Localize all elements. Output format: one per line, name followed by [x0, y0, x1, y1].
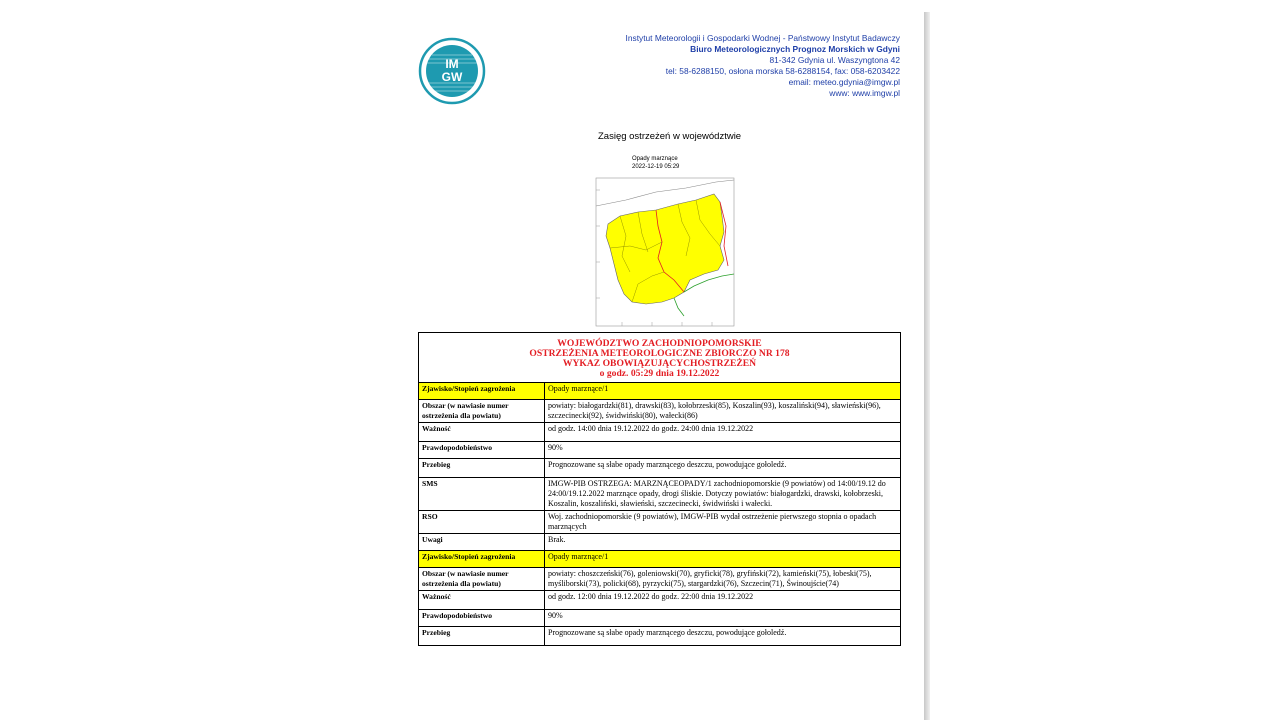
warning-map	[586, 176, 736, 334]
rso-label: RSO	[419, 511, 545, 534]
office-name: Biuro Meteorologicznych Prognoz Morskich w Gdyni	[690, 44, 900, 55]
svg-text:IM: IM	[445, 57, 459, 71]
course-label: Przebieg	[419, 627, 545, 646]
title-time: o godz. 05:29 dnia 19.12.2022	[599, 368, 720, 379]
warning-1-area-row	[419, 400, 901, 423]
course-value: Prognozowane są słabe opady marznącego deszczu, powodujące gołoledź.	[545, 627, 901, 646]
sms-label: SMS	[419, 478, 545, 511]
validity-label: Ważność	[419, 423, 545, 442]
area-label: Obszar (w nawiasie numer ostrzeżenia dla powiatu)	[419, 568, 545, 591]
probability-label: Prawdopodobieństwo	[419, 442, 545, 459]
warning-1-rso-row	[419, 511, 901, 534]
phenomenon-label: Zjawisko/Stopień zagrożenia	[419, 551, 545, 568]
warning-1-validity-row	[419, 423, 901, 442]
title-list: WYKAZ OBOWIĄZUJĄCYCHOSTRZEŻEŃ	[562, 358, 757, 369]
email[interactable]: email: meteo.gdynia@imgw.pl	[788, 77, 900, 88]
website[interactable]: www: www.imgw.pl	[829, 88, 900, 99]
warning-1-sms-row	[419, 478, 901, 511]
probability-label: Prawdopodobieństwo	[419, 610, 545, 627]
warning-2-phenomenon-row	[419, 551, 901, 568]
phenomenon-label: Zjawisko/Stopień zagrożenia	[419, 383, 545, 400]
page-edge-shadow	[924, 12, 930, 720]
title-region: WOJEWÓDZTWO ZACHODNIOPOMORSKIE	[557, 338, 762, 349]
warning-2-validity-row	[419, 591, 901, 610]
warning-2-course-row	[419, 627, 901, 646]
sms-value: IMGW-PIB OSTRZEGA: MARZNĄCEOPADY/1 zachodniopomorskie (9 powiatów) od 14:00/19.12 do 24:00/19.12.2022 marznące opady, drogi śliskie. Dotyczy powiatów: białogardzki, drawski, kołobrzeski, Koszalin, koszaliński, sławieński, szczecinecki, świdwiński i wałecki.	[545, 478, 901, 511]
validity-value: od godz. 14:00 dnia 19.12.2022 do godz. 24:00 dnia 19.12.2022	[545, 423, 901, 442]
document-title	[419, 333, 901, 383]
warning-1-phenomenon-row	[419, 383, 901, 400]
map-subtitle	[632, 156, 679, 171]
phenomenon-value: Opady marznące/1	[545, 383, 901, 400]
course-label: Przebieg	[419, 459, 545, 478]
phenomenon-value: Opady marznące/1	[545, 551, 901, 568]
map-timestamp: 2022-12-19 05:29	[632, 163, 680, 170]
institute-header	[560, 33, 900, 100]
area-value: powiaty: białogardzki(81), drawski(83), kołobrzeski(85), Koszalin(93), koszaliński(94), sławieński(96), szczecinecki(92), świdwiński(80), wałecki(86)	[545, 400, 901, 423]
warning-1-probability-row	[419, 442, 901, 459]
map-phenomenon: Opady marznące	[632, 156, 678, 162]
notes-value: Brak.	[545, 534, 901, 551]
rso-value: Woj. zachodniopomorskie (9 powiatów), IMGW-PIB wydał ostrzeżenie pierwszego stopnia o opadach marznących	[545, 511, 901, 534]
map-title: Zasięg ostrzeżeń w województwie	[598, 131, 742, 142]
warning-1-notes-row	[419, 534, 901, 551]
svg-text:GW: GW	[441, 70, 463, 84]
warnings-table	[418, 332, 901, 646]
probability-value: 90%	[545, 442, 901, 459]
title-bulletin: OSTRZEŻENIA METEOROLOGICZNE ZBIORCZO NR 178	[529, 348, 790, 359]
probability-value: 90%	[545, 610, 901, 627]
imgw-logo	[418, 37, 486, 105]
address: 81-342 Gdynia ul. Waszyngtona 42	[769, 55, 900, 66]
validity-label: Ważność	[419, 591, 545, 610]
validity-value: od godz. 12:00 dnia 19.12.2022 do godz. 22:00 dnia 19.12.2022	[545, 591, 901, 610]
course-value: Prognozowane są słabe opady marznącego deszczu, powodujące gołoledź.	[545, 459, 901, 478]
institute-name: Instytut Meteorologii i Gospodarki Wodnej - Państwowy Instytut Badawczy	[625, 33, 900, 43]
warning-2-probability-row	[419, 610, 901, 627]
area-label: Obszar (w nawiasie numer ostrzeżenia dla powiatu)	[419, 400, 545, 423]
area-value: powiaty: choszczeński(76), goleniowski(70), gryficki(78), gryfiński(72), kamieński(75), łobeski(75), myśliborski(73), policki(68), pyrzycki(75), stargardzki(76), Szczecin(71), Świnoujście(74)	[545, 568, 901, 591]
phone: tel: 58-6288150, osłona morska 58-6288154, fax: 058-6203422	[665, 66, 900, 77]
notes-label: Uwagi	[419, 534, 545, 551]
warning-2-area-row	[419, 568, 901, 591]
warning-1-course-row	[419, 459, 901, 478]
